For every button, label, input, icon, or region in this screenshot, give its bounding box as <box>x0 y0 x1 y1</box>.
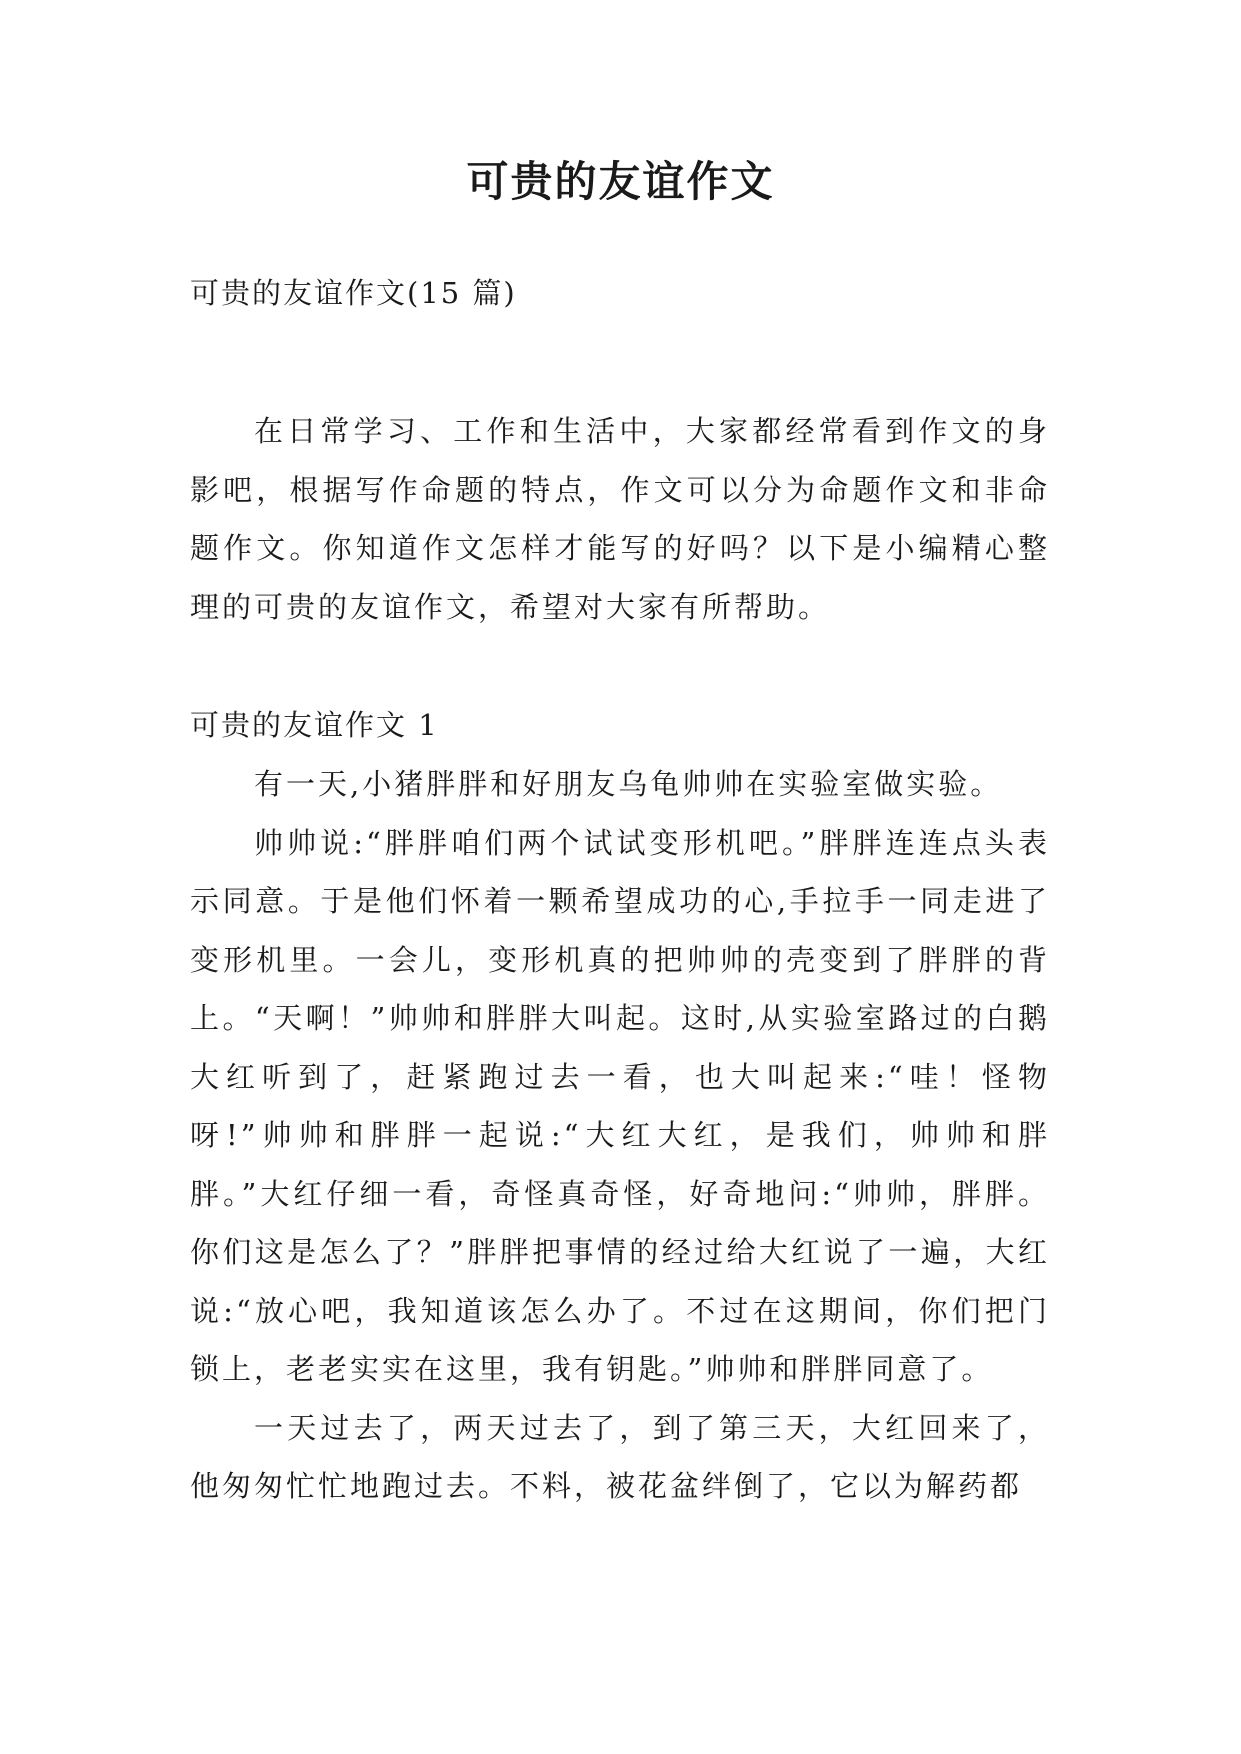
document-title: 可贵的友谊作文 <box>466 157 775 206</box>
essay-body <box>190 755 1050 1516</box>
intro-paragraph: 在日常学习、工作和生活中，大家都经常看到作文的身影吧，根据写作命题的特点，作文可以分为命题作文和非命题作文。你知道作文怎样才能写的好吗？以下是小编精心整理的可贵的友谊作文，希望对大家有所帮助。 <box>190 414 1050 624</box>
body-paragraph: 有一天,小猪胖胖和好朋友乌龟帅帅在实验室做实验。 <box>254 767 1003 801</box>
document-subtitle: 可贵的友谊作文(15 篇) <box>190 276 517 310</box>
body-paragraph: 帅帅说:“胖胖咱们两个试试变形机吧。”胖胖连连点头表示同意。于是他们怀着一颗希望成功的心,手拉手一同走进了变形机里。一会儿，变形机真的把帅帅的壳变到了胖胖的背上。“天啊！”帅帅和胖胖大叫起。这时,从实验室路过的白鹅大红听到了，赶紧跑过去一看，也大叫起来:“哇！怪物呀!”帅帅和胖胖一起说:“大红大红，是我们，帅帅和胖胖。”大红仔细一看，奇怪真奇怪，好奇地问:“帅帅，胖胖。你们这是怎么了？”胖胖把事情的经过给大红说了一遍，大红说:“放心吧，我知道该怎么办了。不过在这期间，你们把门锁上，老老实实在这里，我有钥匙。”帅帅和胖胖同意了。 <box>190 825 1050 1386</box>
body-paragraph: 一天过去了，两天过去了，到了第三天，大红回来了，他匆匆忙忙地跑过去。不料，被花盆绊倒了，它以为解药都 <box>190 1410 1050 1503</box>
section-heading: 可贵的友谊作文 1 <box>190 708 439 742</box>
